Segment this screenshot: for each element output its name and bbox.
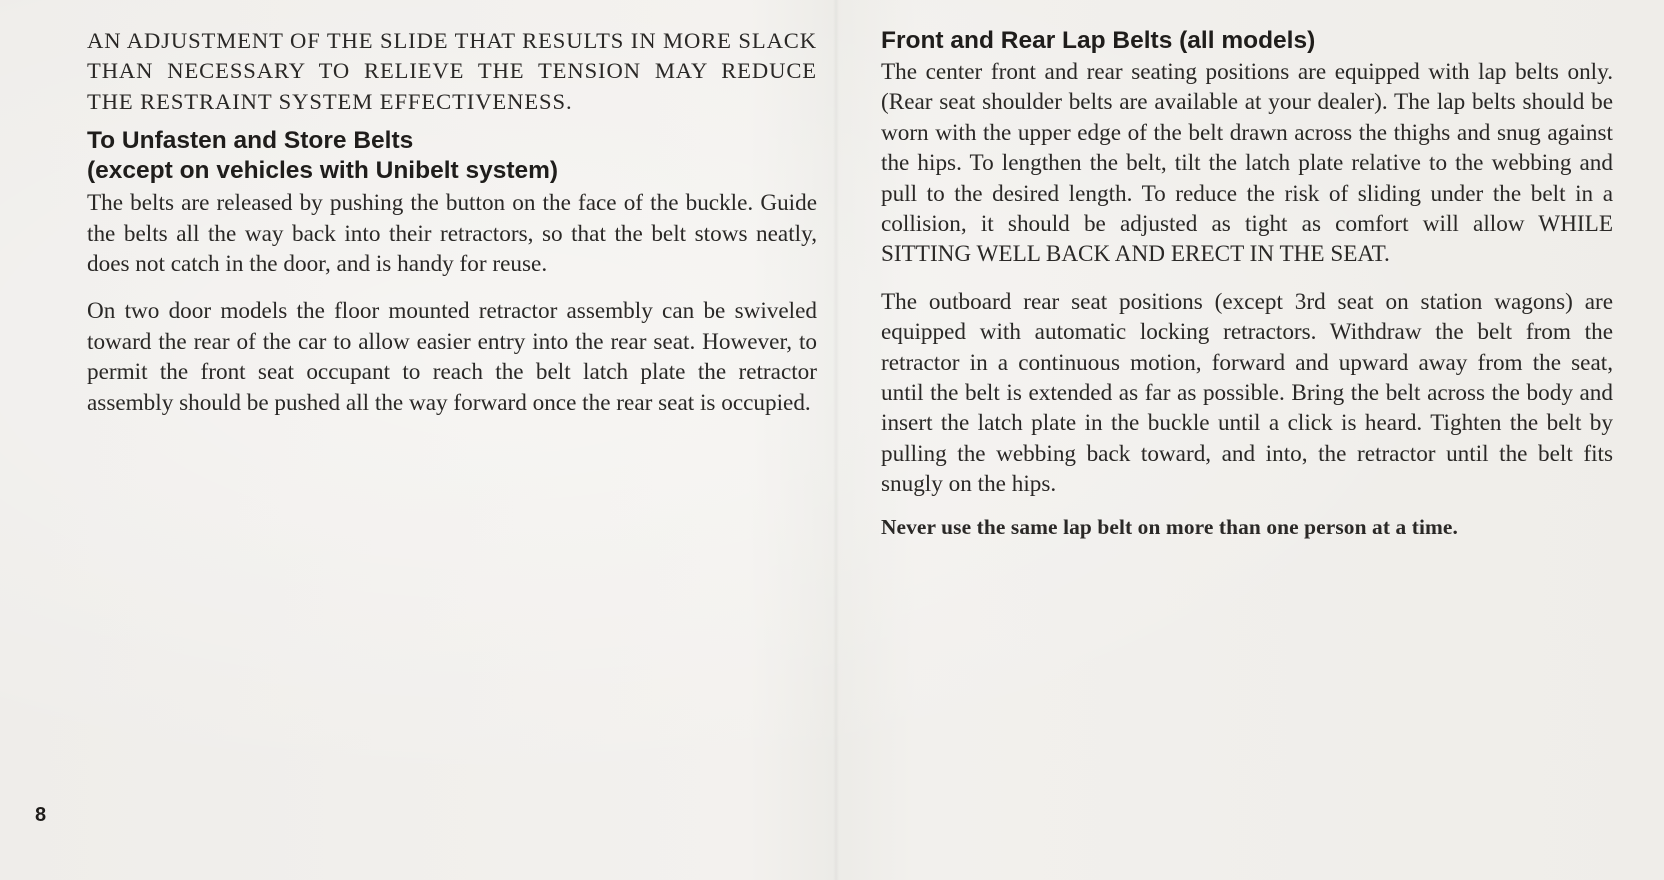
unfasten-heading-line1: To Unfasten and Store Belts [87,127,414,155]
two-door-paragraph: On two door models the floor mounted retractor assembly can be swiveled toward the rear of the car to allow easier entry into the rear seat. However, to permit the front seat occupant to reach the belt latch plate the retractor assembly should be pushed all the way forward once the rear seat is occupied. [87,298,817,416]
page-number: 8 [35,804,47,826]
unfasten-paragraph: The belts are released by pushing the button on the face of the buckle. Guide the belts all the way back into their retractors, so that the belt stows neatly, does not catch in the door, and is handy for reuse. [87,190,817,278]
right-column [881,26,1613,542]
page-fold [833,0,839,880]
outboard-paragraph: The outboard rear seat positions (except 3rd seat on station wagons) are equipped with automatic locking retractors. Withdraw the belt from the retractor in a continuous motion, forward and upward away from the seat, until the belt is extended as far as possible. Bring the belt across the body and insert the latch plate in the buckle until a click is heard. Tighten the belt by pulling the webbing back toward, and into, the retractor until the belt fits snugly on the hips. [881,288,1613,498]
caution-text: AN ADJUSTMENT OF THE SLIDE THAT RESULTS IN MORE SLACK THAN NECESSARY TO RELIEVE THE TENSION MAY REDUCE THE RESTRAINT SYSTEM EFFECTIVENESS. [87,28,817,114]
lap-belts-heading: Front and Rear Lap Belts (all models) [881,27,1316,54]
lap-belts-paragraph: The center front and rear seating positions are equipped with lap belts only. (Rear seat shoulder belts are available at your dealer). The lap belts should be worn with the upper edge of the belt drawn across the thighs and snug against the hips. To lengthen the belt, tilt the latch plate relative to the webbing and pull to the desired length. To reduce the risk of sliding under the belt in a collision, it should be adjusted as tight as comfort will allow WHILE SITTING WELL BACK AND ERECT IN THE SEAT. [881,59,1613,268]
lap-belt-warning: Never use the same lap belt on more than one person at a time. [881,514,1458,539]
unfasten-heading-line2: (except on vehicles with Unibelt system) [87,157,559,185]
left-column [87,26,817,418]
